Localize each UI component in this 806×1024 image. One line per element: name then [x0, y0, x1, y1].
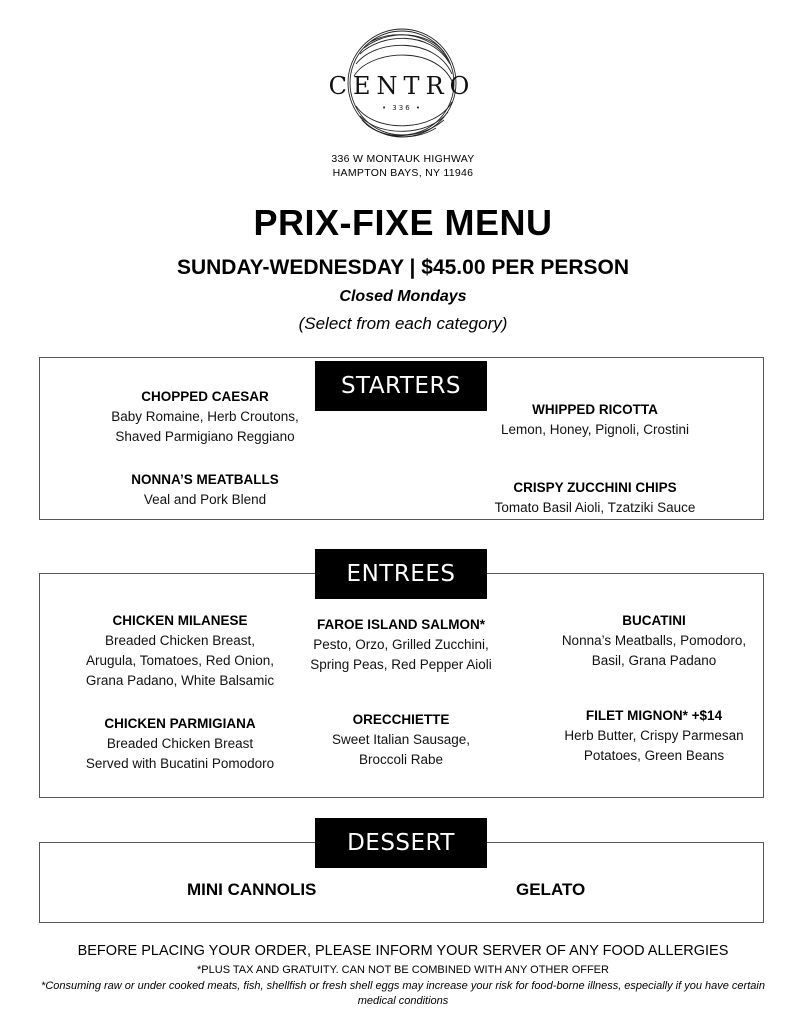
- menu-item: [80, 470, 330, 510]
- item-description: Sweet Italian Sausage,: [331, 732, 471, 747]
- centro-logo: [322, 22, 482, 144]
- tax-notice: *PLUS TAX AND GRATUITY. CAN NOT BE COMBINED WITH ANY OTHER OFFER: [197, 964, 609, 976]
- item-description: Served with Bucatini Pomodoro: [85, 756, 275, 771]
- item-description: Pesto, Orzo, Grilled Zucchini,: [313, 637, 489, 652]
- menu-item: [55, 714, 305, 774]
- entrees-heading: ENTREES: [315, 549, 487, 599]
- selection-instruction: (Select from each category): [298, 314, 508, 333]
- menu-item: [55, 611, 305, 691]
- item-name: CHICKEN MILANESE: [112, 613, 248, 628]
- address-line-1: 336 W MONTAUK HIGHWAY: [331, 153, 475, 165]
- menu-item: [286, 710, 516, 770]
- item-name: BUCATINI: [622, 613, 686, 628]
- item-description: Nonna’s Meatballs, Pomodoro,: [561, 633, 747, 648]
- item-name: CHICKEN PARMIGIANA: [104, 716, 256, 731]
- item-description: Grana Padano, White Balsamic: [85, 673, 275, 688]
- food-safety-warning: *Consuming raw or under cooked meats, fish, shellfish or fresh shell eggs may increase your risk for food-borne illness, especially if you have certain medical conditions: [41, 980, 765, 1007]
- item-description: Breaded Chicken Breast: [106, 736, 254, 751]
- item-description: Tomato Basil Aioli, Tzatziki Sauce: [494, 500, 696, 515]
- item-description: Broccoli Rabe: [358, 752, 444, 767]
- allergy-notice: BEFORE PLACING YOUR ORDER, PLEASE INFORM YOUR SERVER OF ANY FOOD ALLERGIES: [77, 943, 729, 959]
- starters-heading: STARTERS: [315, 361, 487, 411]
- menu-item: [286, 615, 516, 675]
- item-description: Potatoes, Green Beans: [583, 748, 725, 763]
- dessert-item: MINI CANNOLIS: [187, 880, 317, 899]
- item-name: WHIPPED RICOTTA: [532, 402, 658, 417]
- address-line-2: HAMPTON BAYS, NY 11946: [332, 167, 474, 179]
- item-name: NONNA’S MEATBALLS: [131, 472, 279, 487]
- closed-note: Closed Mondays: [339, 288, 467, 305]
- menu-item: [470, 478, 720, 518]
- dessert-heading: DESSERT: [315, 818, 487, 868]
- item-description: Lemon, Honey, Pignoli, Crostini: [500, 422, 690, 437]
- dessert-item: GELATO: [516, 880, 586, 899]
- item-description: Spring Peas, Red Pepper Aioli: [310, 657, 492, 672]
- menu-item: [470, 400, 720, 440]
- item-description: Shaved Parmigiano Reggiano: [115, 429, 295, 444]
- menu-item: [529, 611, 779, 671]
- item-name: CHOPPED CAESAR: [141, 389, 269, 404]
- menu-subtitle: SUNDAY-WEDNESDAY | $45.00 PER PERSON: [176, 256, 630, 279]
- item-description: Veal and Pork Blend: [143, 492, 267, 507]
- item-name: FAROE ISLAND SALMON*: [316, 617, 485, 632]
- item-description: Baby Romaine, Herb Croutons,: [111, 409, 299, 424]
- item-description: Herb Butter, Crispy Parmesan: [564, 728, 744, 743]
- page-title: PRIX-FIXE MENU: [253, 202, 553, 243]
- menu-item: [529, 706, 779, 766]
- item-name: CRISPY ZUCCHINI CHIPS: [513, 480, 677, 495]
- item-name: ORECCHIETTE: [352, 712, 450, 727]
- item-description: Breaded Chicken Breast,: [104, 633, 256, 648]
- menu-item: [80, 387, 330, 447]
- item-description: Arugula, Tomatoes, Red Onion,: [85, 653, 275, 668]
- item-description: Basil, Grana Padano: [591, 653, 717, 668]
- logo-brand-name: CENTRO: [328, 72, 476, 100]
- item-name: FILET MIGNON* +$14: [585, 708, 723, 723]
- logo-number: • 336 •: [381, 104, 423, 112]
